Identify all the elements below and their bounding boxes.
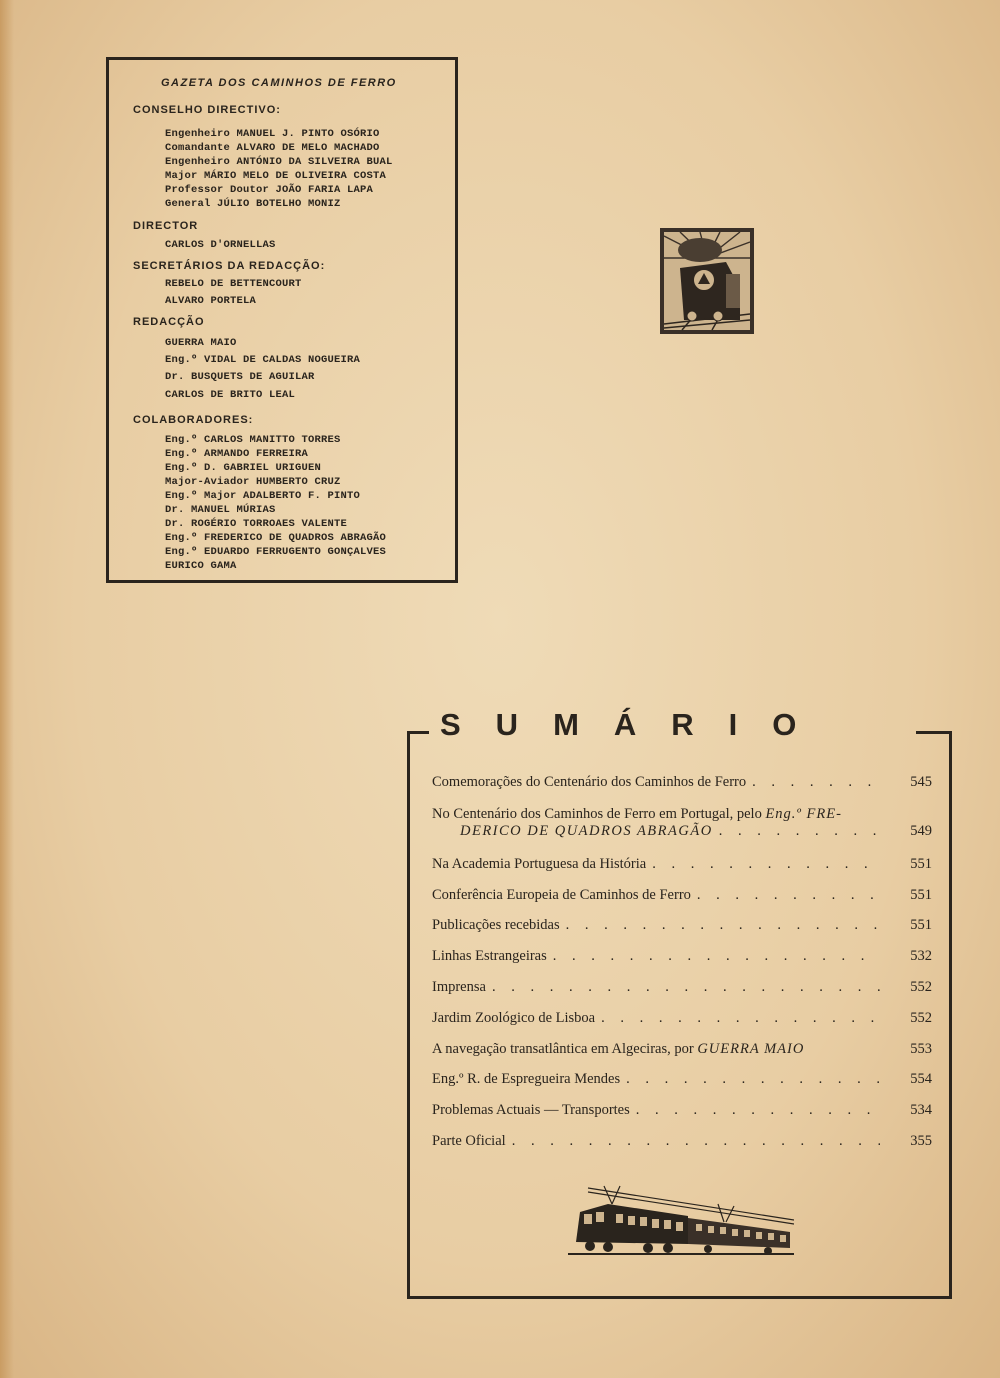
staff-name: GUERRA MAIO — [165, 337, 237, 349]
staff-name: Eng.º EDUARDO FERRUGENTO GONÇALVES — [165, 546, 387, 558]
toc-item — [432, 1071, 932, 1088]
staff-name: EURICO GAMA — [165, 560, 237, 572]
staff-name: Engenheiro ANTÓNIO DA SILVEIRA BUAL — [165, 156, 393, 168]
section-heading-secretarios: SECRETÁRIOS DA REDACÇÃO: — [133, 260, 326, 272]
toc-item — [432, 774, 932, 791]
staff-name: Eng.º VIDAL DE CALDAS NOGUEIRA — [165, 354, 361, 366]
toc-page: 551 — [910, 917, 932, 933]
staff-title: GAZETA DOS CAMINHOS DE FERRO — [161, 77, 397, 89]
staff-name: Major MÁRIO MELO DE OLIVEIRA COSTA — [165, 170, 387, 182]
toc-page: 552 — [910, 979, 932, 995]
toc-title: No Centenário dos Caminhos de Ferro em Portugal, pelo Eng.º FRE- — [432, 806, 842, 822]
staff-name: Dr. ROGÉRIO TORROAES VALENTE — [165, 518, 348, 530]
toc-title: Imprensa — [432, 979, 486, 995]
staff-name: Dr. MANUEL MÚRIAS — [165, 504, 276, 516]
toc-title: Jardim Zoológico de Lisboa — [432, 1010, 596, 1026]
staff-name: ALVARO PORTELA — [165, 295, 257, 307]
toc-item — [432, 1133, 932, 1150]
section-heading-redaccao: REDACÇÃO — [133, 316, 205, 328]
toc-item — [432, 1041, 932, 1058]
locomotive-engraving-icon — [660, 228, 754, 334]
staff-name: Eng.º CARLOS MANITTO TORRES — [165, 434, 341, 446]
section-heading-conselho: CONSELHO DIRECTIVO: — [133, 104, 281, 116]
toc-item — [432, 1102, 932, 1119]
electric-train-icon — [568, 1182, 794, 1258]
toc-item — [432, 979, 932, 996]
staff-name: Eng.º Major ADALBERTO F. PINTO — [165, 490, 361, 502]
toc-item — [432, 917, 932, 934]
toc-page: 355 — [910, 1133, 932, 1149]
toc-page: 554 — [910, 1071, 932, 1087]
toc-item — [432, 948, 932, 965]
staff-name: REBELO DE BETTENCOURT — [165, 278, 302, 290]
toc-item — [432, 1010, 932, 1027]
staff-name: Eng.º ARMANDO FERREIRA — [165, 448, 309, 460]
staff-name: Dr. BUSQUETS DE AGUILAR — [165, 371, 315, 383]
sumario-title: SUMÁRIO — [440, 707, 832, 742]
toc-title: Publicações recebidas — [432, 917, 560, 933]
toc-page: 549 — [910, 823, 932, 839]
staff-name: Engenheiro MANUEL J. PINTO OSÓRIO — [165, 128, 380, 140]
section-heading-director: DIRECTOR — [133, 220, 199, 232]
toc-page: 532 — [910, 948, 932, 964]
staff-name: Professor Doutor JOÃO FARIA LAPA — [165, 184, 374, 196]
toc-item — [432, 856, 932, 873]
toc-title: Linhas Estrangeiras — [432, 948, 547, 964]
section-heading-colaboradores: COLABORADORES: — [133, 414, 254, 426]
toc-title: Conferência Europeia de Caminhos de Ferro — [432, 887, 691, 903]
toc-item — [432, 806, 932, 840]
toc-page: 551 — [910, 887, 932, 903]
page-edge — [0, 0, 14, 1378]
staff-name: Eng.º FREDERICO DE QUADROS ABRAGÃO — [165, 532, 387, 544]
staff-name: CARLOS D'ORNELLAS — [165, 239, 276, 251]
staff-name: Eng.º D. GABRIEL URIGUEN — [165, 462, 322, 474]
toc-title: Eng.º R. de Espregueira Mendes — [432, 1071, 621, 1087]
toc-page: 551 — [910, 856, 932, 872]
toc-page: 534 — [910, 1102, 932, 1118]
staff-name: Comandante ALVARO DE MELO MACHADO — [165, 142, 380, 154]
toc-title: Comemorações do Centenário dos Caminhos de Ferro — [432, 774, 747, 790]
toc-page: 552 — [910, 1010, 932, 1026]
staff-name: CARLOS DE BRITO LEAL — [165, 389, 296, 401]
toc-title: A navegação transatlântica em Algeciras, por GUERRA MAIO — [432, 1041, 805, 1057]
staff-name: Major-Aviador HUMBERTO CRUZ — [165, 476, 341, 488]
toc-title: Na Academia Portuguesa da História — [432, 856, 647, 872]
toc-title: Parte Oficial — [432, 1133, 506, 1149]
staff-name: General JÚLIO BOTELHO MONIZ — [165, 198, 341, 210]
toc-title-continuation: DERICO DE QUADROS ABRAGÃO — [460, 823, 713, 839]
staff-box — [106, 57, 458, 583]
toc-page: 553 — [910, 1041, 932, 1057]
toc-page: 545 — [910, 774, 932, 790]
toc-item — [432, 887, 932, 904]
toc-title: Problemas Actuais — Transportes — [432, 1102, 630, 1118]
